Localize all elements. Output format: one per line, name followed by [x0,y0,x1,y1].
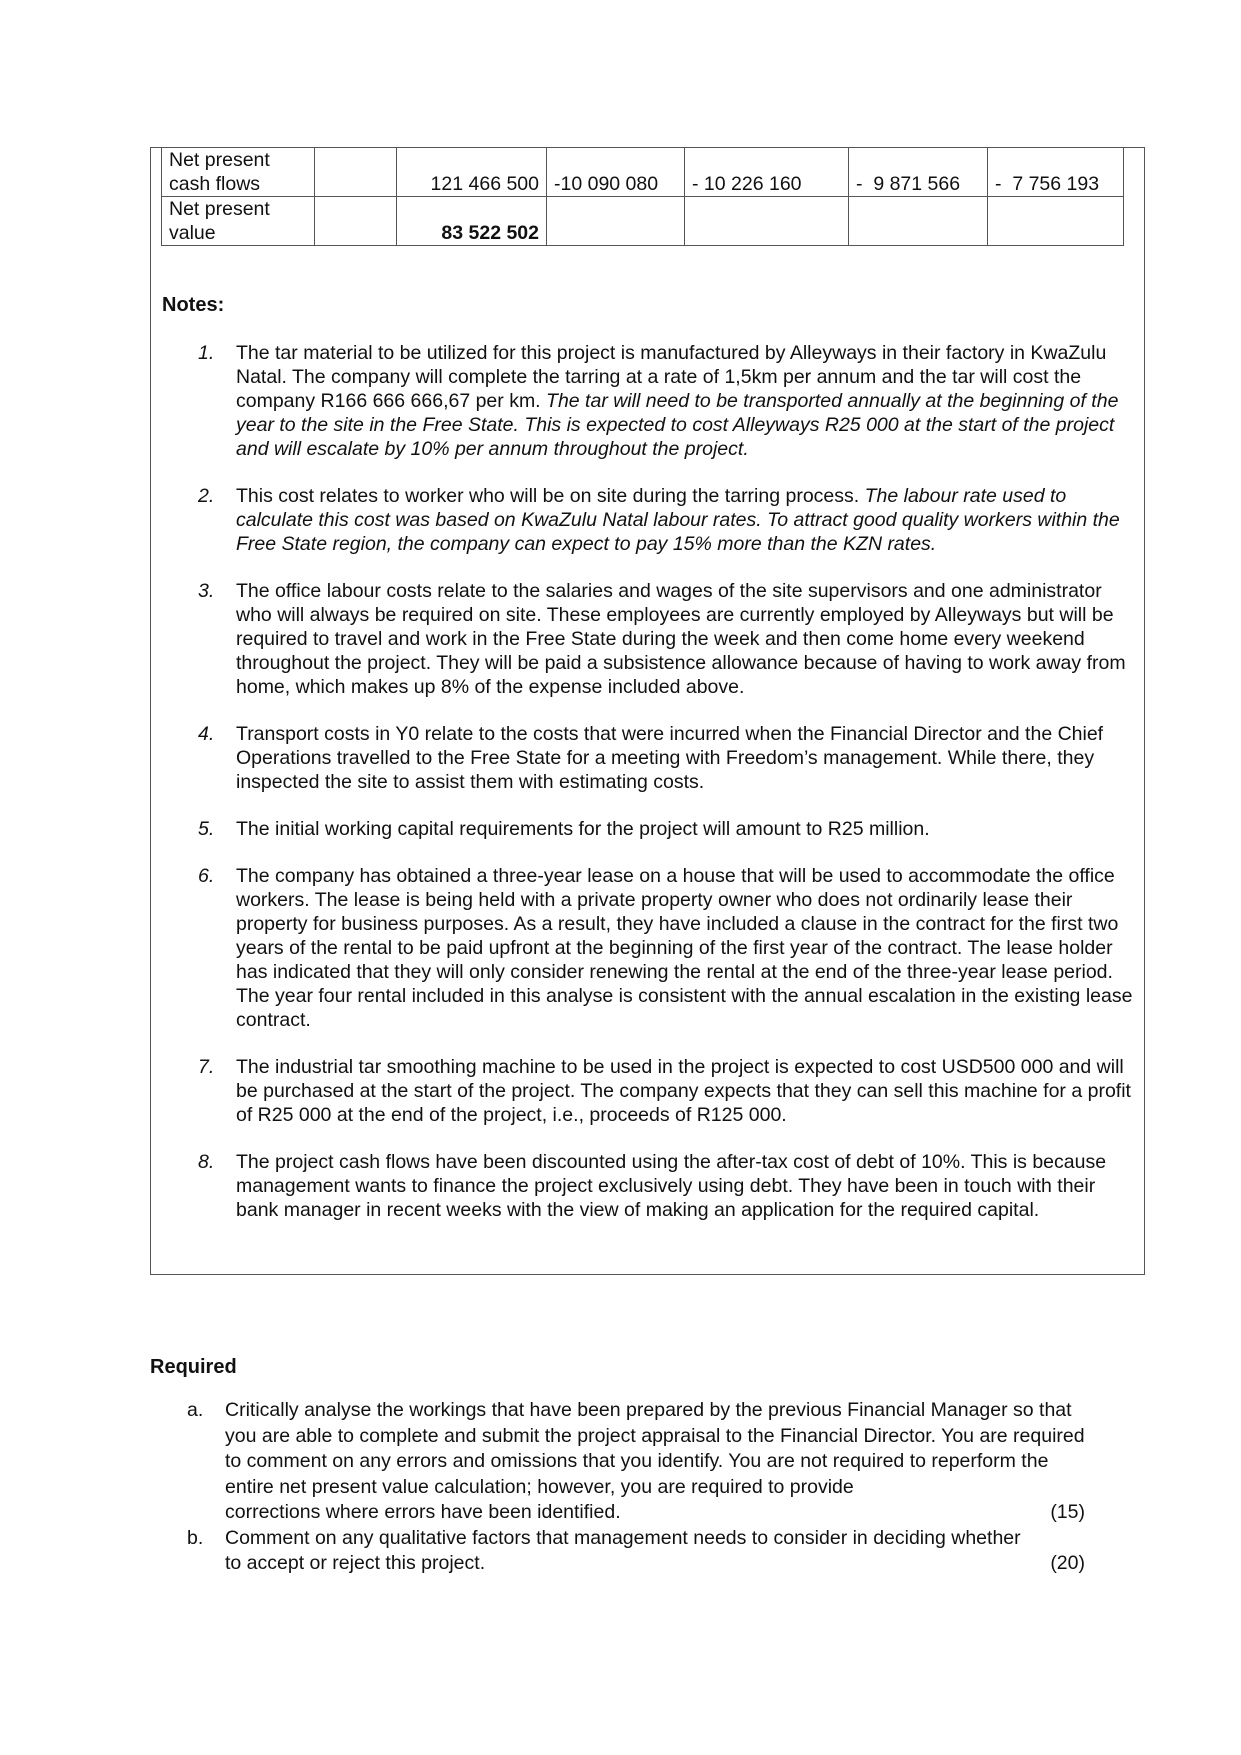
required-item [150,1398,1085,1526]
note-item [162,484,1137,556]
table-cell [849,197,988,246]
note-item [162,864,1137,1032]
table-cell: - 7 756 193 [988,148,1124,197]
table-cell [685,197,849,246]
note-number: 5. [198,818,215,840]
row-label: Net present value [162,197,315,246]
note-item [162,579,1137,699]
note-number: 7. [198,1056,215,1078]
required-item [150,1526,1085,1577]
table-cell [315,197,397,246]
note-text: The company has obtained a three-year lease on a house that will be used to accommodate the office workers. The lease is being held with a private property owner who does not ordinarily lease their property for business purposes. As a result, they have included a clause in the contract for the first two years of the rental to be paid upfront at the beginning of the first year of the contract. The lease holder has indicated that they will only consider renewing the rental at the end of the three-year lease period. The year four rental included in this analyse is consistent with the annual escalation in the existing lease contract. [236,865,1133,1031]
note-text: The initial working capital requirements for the project will amount to R25 million. [236,818,930,840]
note-italic-text: The labour rate used to calculate this cost was based on KwaZulu Natal labour rates. To attract good quality workers within the Free State region, the company can expect to pay 15% more than the KZN rates. [236,485,1120,555]
required-letter: a. [187,1399,204,1421]
note-italic-text: The tar will need to be transported annually at the beginning of the year to the site in the Free State. This is expected to cost Alleyways R25 000 at the start of the project and will escalate by 10% per annum throughout the project. [236,390,1119,460]
table-cell: - 10 226 160 [685,148,849,197]
note-item [162,722,1137,794]
required-last-line [225,1551,1085,1577]
marks: (20) [1050,1552,1085,1574]
marks: (15) [1050,1501,1085,1523]
note-text: The tar material to be utilized for this project is manufactured by Alleyways in their factory in KwaZulu Natal. The company will complete the tarring at a rate of 1,5km per annum and the tar will cost the company R166 666 666,67 per km. [236,342,1107,412]
required-letter: b. [187,1526,204,1549]
required-last-line [225,1500,1085,1526]
required-text-end: to accept or reject this project. [225,1552,486,1574]
table-cell [315,148,397,197]
required-text: Critically analyse the workings that have been prepared by the previous Financial Manager so that you are able to complete and submit the project appraisal to the Financial Director. You are required to comment on any errors and omissions that you identify. You are not required to reperform the entire net present value calculation; however, you are required to provide [225,1399,1085,1498]
note-item [162,1150,1137,1222]
required-heading: Required [150,1356,237,1378]
note-text: The office labour costs relate to the salaries and wages of the site supervisors and one administrator who will always be required on site. These employees are currently employed by Alleyways but will be required to travel and work in the Free State during the week and then come home every weekend throughout the project. They will be paid a subsistence allowance because of having to work away from home, which makes up 8% of the expense included above. [236,580,1126,698]
note-number: 1. [198,342,215,364]
required-text: Comment on any qualitative factors that management needs to consider in deciding whether [225,1526,1021,1549]
table-row-net-present-cash-flows [162,148,1124,197]
note-text: Transport costs in Y0 relate to the costs that were incurred when the Financial Director and the Chief Operations travelled to the Free State for a meeting with Freedom’s management. While there, they inspected the site to assist them with estimating costs. [236,723,1104,793]
table-row-net-present-value [162,197,1124,246]
note-number: 8. [198,1151,215,1173]
table-cell [547,197,685,246]
note-number: 4. [198,723,215,745]
required-list [150,1398,1085,1577]
note-number: 2. [198,485,215,507]
note-item [162,817,1137,841]
table-cell: 121 466 500 [397,148,547,197]
note-item [162,1055,1137,1127]
notes-list [162,341,1137,1245]
note-text: The project cash flows have been discounted using the after-tax cost of debt of 10%. This is because management wants to finance the project exclusively using debt. They have been in touch with their bank manager in recent weeks with the view of making an application for the required capital. [236,1151,1107,1221]
required-text-end: corrections where errors have been identified. [225,1501,621,1523]
npv-total-cell: 83 522 502 [397,197,547,246]
note-number: 6. [198,865,215,887]
npv-table [161,147,1124,246]
table-cell: - 9 871 566 [849,148,988,197]
note-text: The industrial tar smoothing machine to be used in the project is expected to cost USD500 000 and will be purchased at the start of the project. The company expects that they can sell this machine for a profit of R25 000 at the end of the project, i.e., proceeds of R125 000. [236,1056,1131,1126]
notes-heading: Notes: [162,294,225,316]
note-item [162,341,1137,461]
note-number: 3. [198,580,215,602]
table-cell [988,197,1124,246]
note-text: This cost relates to worker who will be on site during the tarring process. [236,485,865,507]
table-cell: -10 090 080 [547,148,685,197]
row-label: Net present cash flows [162,148,315,197]
